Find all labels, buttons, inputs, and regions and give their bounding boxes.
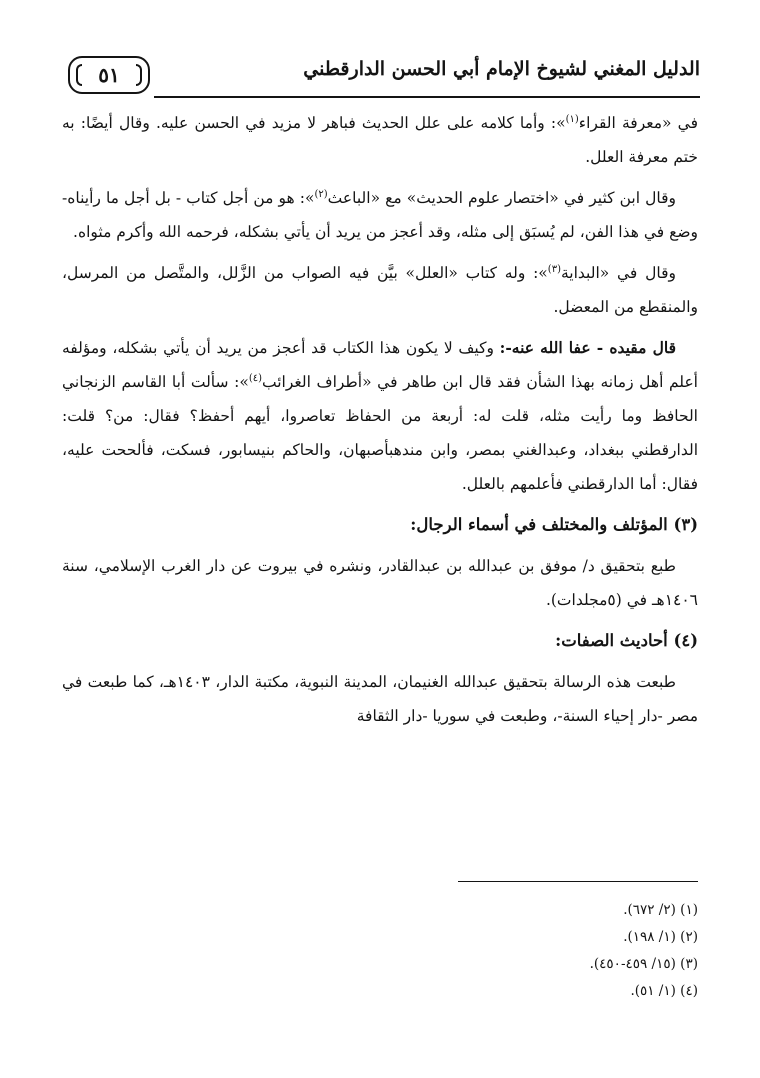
footnote: (٢) (١/ ١٩٨). xyxy=(623,929,698,945)
paragraph xyxy=(62,106,698,174)
main-text xyxy=(62,106,698,740)
footnote: (٤) (١/ ٥١). xyxy=(630,983,698,999)
text-run: وكيف لا يكون هذا الكتاب قد أعجز من يريد أن يأتي بشكله، ومؤلفه أعلم أهل زمانه بهذا الشأن فقد قال ابن طاهر في «أطراف الغرائب xyxy=(62,339,698,391)
page-header xyxy=(60,52,700,98)
footnote-ref: (٣) xyxy=(547,263,561,275)
section-heading-4: (٤) أحاديث الصفات: xyxy=(555,631,698,650)
bold-lead: قال مقيده - عفا الله عنه-: xyxy=(499,338,676,357)
text-run: »: وأما كلامه على علل الحديث فباهر لا مزيد في الحسن عليه. وقال أيضًا: به ختم معرفة العلل. xyxy=(62,114,698,166)
footnote: (١) (٢/ ٦٧٢). xyxy=(623,902,698,918)
paragraph xyxy=(62,331,698,501)
paragraph xyxy=(62,256,698,324)
text-run: »: هو من أجل كتاب - بل أجل ما رأيناه- وضع في هذا الفن، لم يُسبَق إلى مثله، وقد أعجز من يريد أن يأتي بشكله، فرحمه الله وأكرم مثواه. xyxy=(62,189,698,241)
paragraph: طبع بتحقيق د/ موفق بن عبدالله بن عبدالقادر، ونشره في بيروت عن دار الغرب الإسلامي، سنة ١٤٠٦هـ في (٥مجلدات). xyxy=(62,557,698,609)
header-rule xyxy=(154,96,700,98)
page-number-box xyxy=(68,56,150,94)
footnote-ref: (٤) xyxy=(248,372,263,384)
running-title: الدليل المغني لشيوخ الإمام أبي الحسن الدارقطني xyxy=(303,58,700,80)
paragraph: طبعت هذه الرسالة بتحقيق عبدالله الغنيمان، المدينة النبوية، مكتبة الدار، ١٤٠٣هـ، كما طبعت في مصر -دار إحياء السنة-، وطبعت في سوريا -دار الثقافة xyxy=(62,673,698,725)
text-run: »: وله كتاب «العلل» بيَّن فيه الصواب من الزَّلل، والمتَّصل من المرسل، والمنقطع من المعضل. xyxy=(62,264,698,316)
footnote-separator xyxy=(458,881,698,882)
footnote-ref: (٢) xyxy=(314,188,328,200)
paragraph xyxy=(62,181,698,249)
page-number: ٥١ xyxy=(98,63,120,87)
footnote: (٣) (١٥/ ٤٥٩-٤٥٠). xyxy=(589,956,698,972)
text-run: وقال ابن كثير في «اختصار علوم الحديث» مع «الباعث xyxy=(327,189,676,207)
footnotes xyxy=(62,897,698,1005)
text-run: »: سألت أبا القاسم الزنجاني الحافظ وما رأيت مثله، قلت له: أربعة من الحفاظ تعاصروا، أيهم أحفظ؟ فقال: من؟ قلت: الدارقطني ببغداد، وعبدالغني بمصر، وابن مندهبأصبهان، والحاكم بنيسابور، فسكت، فألححت عليه، فقال: أما الدارقطني فأعلمهم بالعلل. xyxy=(62,373,698,493)
section-heading-3: (٣) المؤتلف والمختلف في أسماء الرجال: xyxy=(410,515,698,534)
text-run: وقال في «البداية xyxy=(560,264,676,282)
text-run: في «معرفة القراء xyxy=(578,114,698,132)
footnote-ref: (١) xyxy=(565,113,579,125)
